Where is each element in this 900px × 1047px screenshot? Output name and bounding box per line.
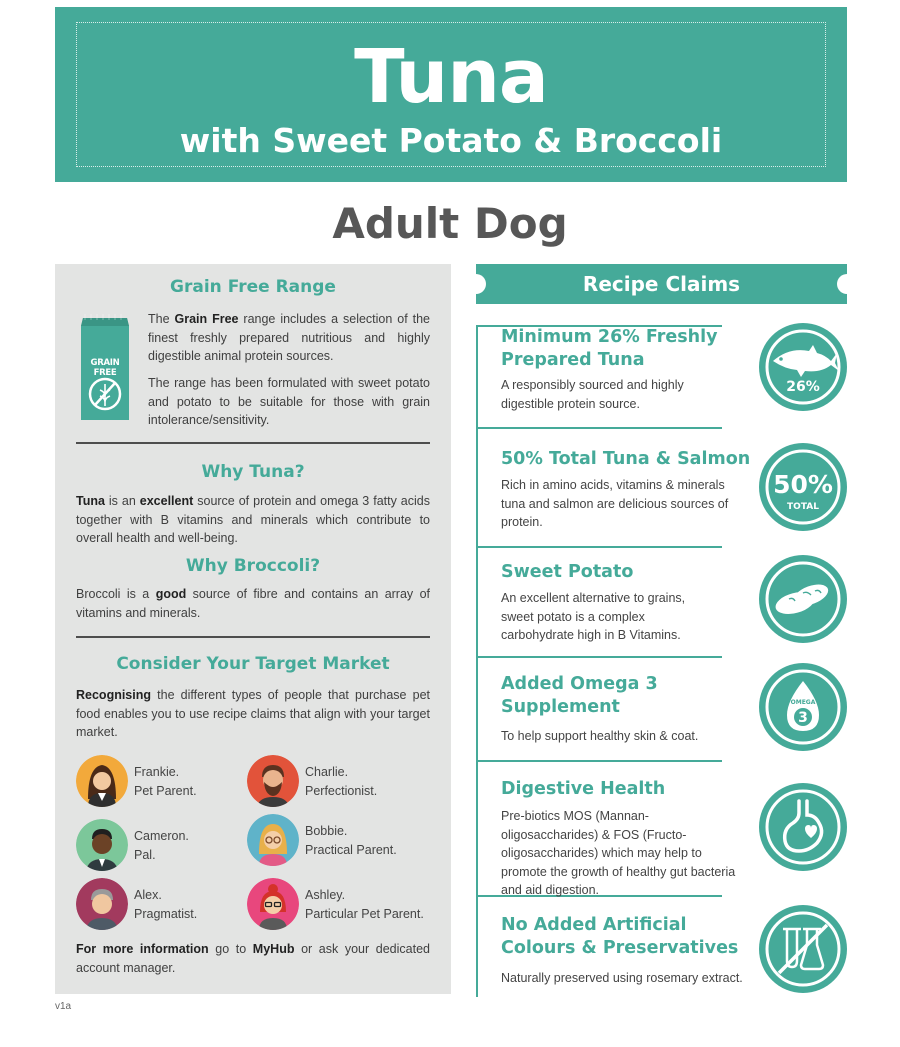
claim-title: Minimum 26% Freshly Prepared Tuna <box>501 327 718 370</box>
claim-description: An excellent alternative to grains, sweet potato is a complex carbohydrate high in B Vitamins. <box>501 591 686 642</box>
persona-type: Particular Pet Parent. <box>305 907 424 921</box>
claim-description: Naturally preserved using rosemary extract. <box>501 971 743 985</box>
claim-description: Pre-biotics MOS (Mannan-oligosaccharides) & FOS (Fructo-oligosaccharides) which may help to promote the growth of healthy gut bacteria and aid digestion. <box>501 809 736 897</box>
persona-charlie <box>247 755 427 809</box>
audience-heading: Adult Dog <box>332 199 568 248</box>
claim-title: Digestive Health <box>501 779 666 799</box>
persona-type: Pet Parent. <box>134 784 197 798</box>
divider <box>76 636 430 638</box>
claim-divider <box>476 546 722 548</box>
avatar <box>247 878 299 930</box>
why-broccoli-paragraph: Broccoli is a good source of fibre and contains an array of vitamins and minerals. <box>76 587 431 620</box>
percent-badge-icon <box>759 443 847 531</box>
grain-free-paragraph-1: The Grain Free range includes a selection of the finest freshly prepared nutritious and highly digestible animal protein sources. <box>148 312 431 363</box>
persona-type: Practical Parent. <box>305 843 397 857</box>
bag-label: GRAIN FREE <box>90 358 120 378</box>
product-subtitle: with Sweet Potato & Broccoli <box>179 121 723 160</box>
grain-free-paragraph-2: The range has been formulated with sweet potato and potato to be suitable for those with grain intolerance/sensitivity. <box>148 376 430 427</box>
claim-divider <box>476 760 722 762</box>
no-chemicals-icon <box>759 905 847 993</box>
stomach-heart-icon <box>759 783 847 871</box>
persona-name: Charlie. <box>305 765 349 779</box>
target-market-paragraph: Recognising the different types of people that purchase pet food enables you to use recipe claims that align with your target market. <box>76 688 430 739</box>
why-tuna-heading: Why Tuna? <box>201 462 305 482</box>
persona-type: Perfectionist. <box>305 784 378 798</box>
persona-type: Pragmatist. <box>134 907 198 921</box>
claim-divider <box>476 427 722 429</box>
claim-description: Rich in amino acids, vitamins & minerals tuna and salmon are delicious sources of protein. <box>501 478 729 529</box>
tuna-fish-icon <box>759 323 847 411</box>
claim-badge: OMEGA <box>790 699 816 706</box>
avatar <box>76 819 128 871</box>
avatar <box>247 755 299 807</box>
sweet-potato-icon <box>759 555 847 643</box>
omega-drop-icon <box>759 663 847 751</box>
persona-ashley <box>247 878 437 932</box>
claim-title: Sweet Potato <box>501 562 634 582</box>
persona-name: Alex. <box>134 888 162 902</box>
persona-type: Pal. <box>134 848 156 862</box>
claim-badge: 50% <box>773 470 833 499</box>
persona-cameron <box>76 819 236 873</box>
product-title: Tuna <box>354 34 548 120</box>
persona-name: Ashley. <box>305 888 346 902</box>
persona-name: Frankie. <box>134 765 180 779</box>
recipe-claims-header <box>476 264 847 304</box>
target-market-heading: Consider Your Target Market <box>116 654 390 674</box>
claim-title: No Added Artificial Colours & Preservatives <box>501 915 739 958</box>
why-broccoli-heading: Why Broccoli? <box>185 556 321 576</box>
claim-title: Added Omega 3 Supplement <box>501 674 658 717</box>
avatar <box>76 878 128 930</box>
claim-badge-num: 3 <box>798 710 808 726</box>
persona-name: Bobbie. <box>305 824 348 838</box>
claim-divider <box>476 656 722 658</box>
grain-free-heading: Grain Free Range <box>170 277 336 297</box>
persona-bobbie <box>247 814 427 868</box>
persona-name: Cameron. <box>134 829 189 843</box>
claim-badge: 26% <box>786 379 820 395</box>
header-banner <box>55 7 847 182</box>
more-info-paragraph: For more information go to MyHub or ask your dedicated account manager. <box>76 942 430 975</box>
claim-badge-sub: TOTAL <box>787 502 819 512</box>
info-panel <box>55 264 451 994</box>
why-tuna-paragraph: Tuna is an excellent source of protein and omega 3 fatty acids together with B vitamins and minerals which contribute to overall health and well-being. <box>76 494 430 545</box>
recipe-claims-title: Recipe Claims <box>582 272 741 296</box>
version-label: v1a <box>55 1001 72 1012</box>
avatar <box>76 755 128 807</box>
claim-title: 50% Total Tuna & Salmon <box>501 449 751 469</box>
divider <box>76 442 430 444</box>
claim-description: To help support healthy skin & coat. <box>501 729 699 743</box>
persona-alex <box>76 878 236 932</box>
claim-description: A responsibly sourced and highly digestible protein source. <box>501 378 684 411</box>
persona-frankie <box>76 755 236 809</box>
avatar <box>247 814 299 866</box>
